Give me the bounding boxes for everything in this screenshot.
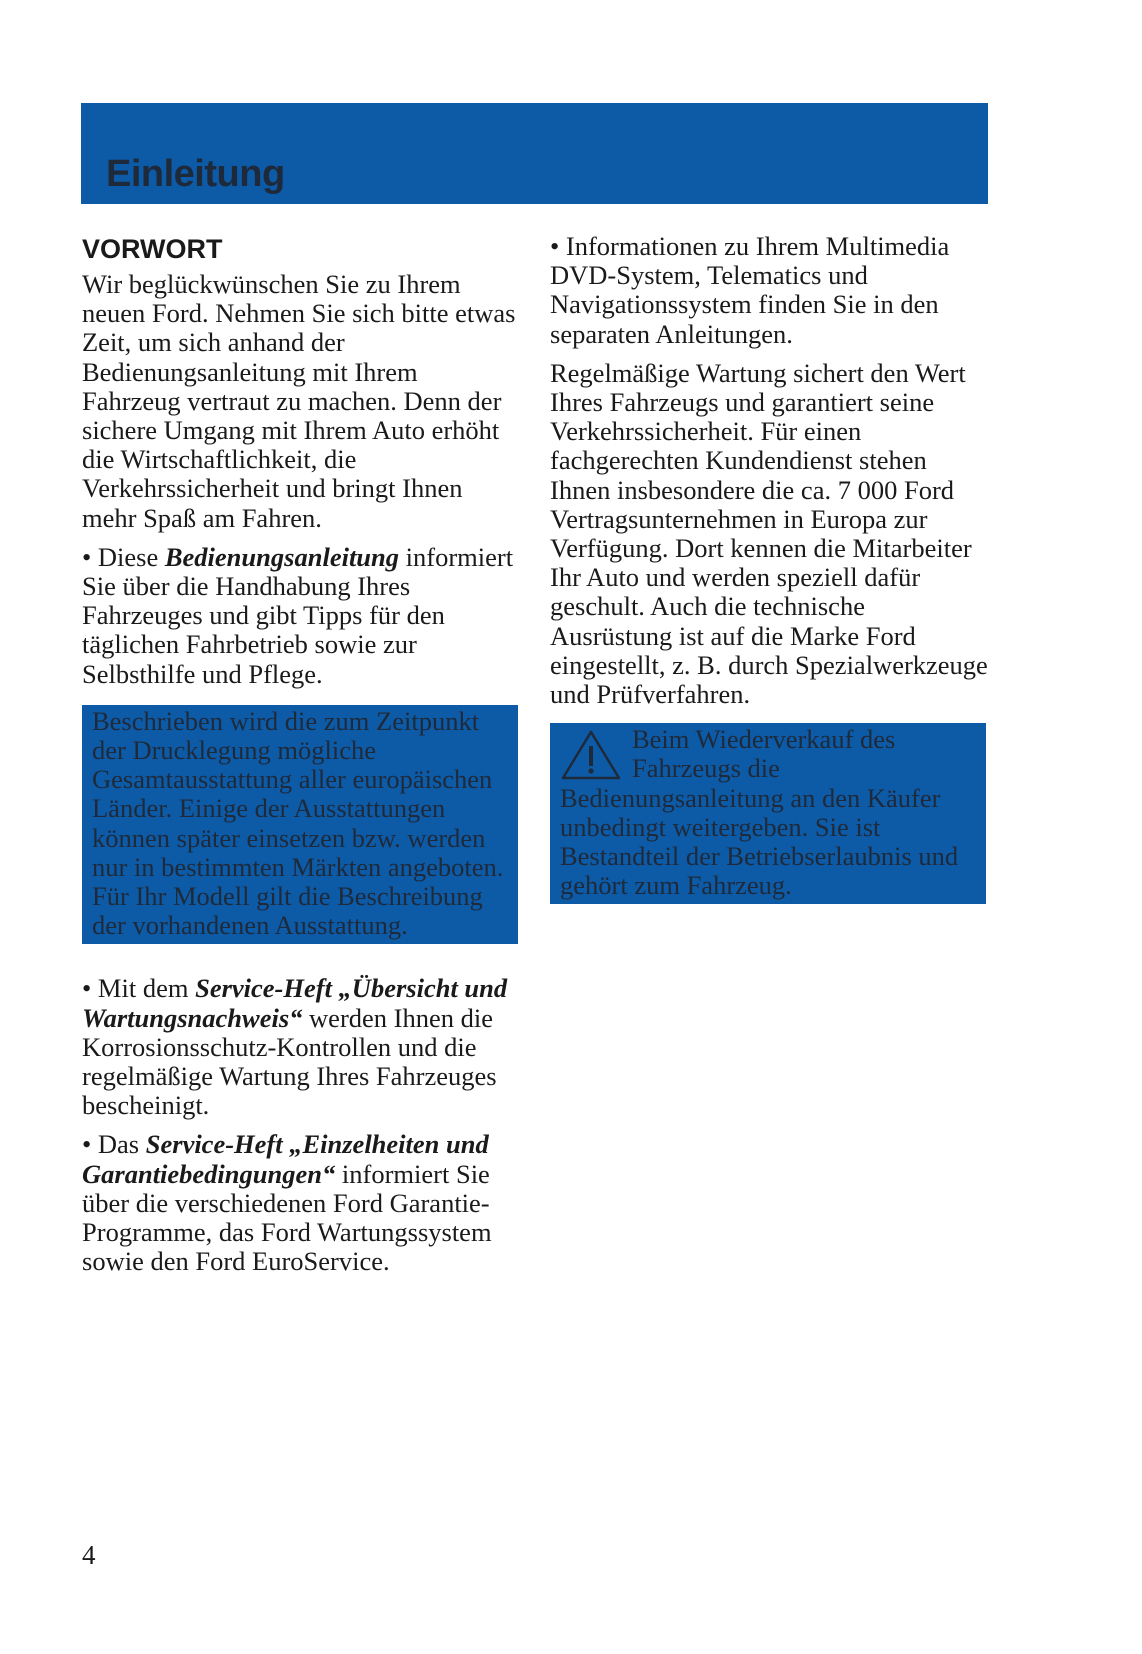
bullet-prefix: Diese <box>97 541 165 572</box>
bullet-emphasis: Service-Heft „Übersicht und Wartungsnachweis“ <box>82 973 508 1033</box>
warning-triangle-icon <box>560 729 622 781</box>
warning-box <box>550 723 986 904</box>
chapter-header <box>81 103 988 204</box>
page-number: 4 <box>82 1540 96 1570</box>
bullet-text: informiert Sie über die verschiedenen Ford Garantie-Programme, das Ford Wartungssystem sowie den Ford EuroService. <box>82 1158 492 1277</box>
bullet-service-heft-wartung <box>82 974 522 1120</box>
chapter-title: Einleitung <box>106 153 285 195</box>
bullet-prefix: Das <box>97 1129 146 1160</box>
bullet-emphasis: Service-Heft „Einzelheiten und Garantiebedingungen“ <box>82 1129 489 1189</box>
equipment-note-box: Beschrieben wird die zum Zeitpunkt der Drucklegung mögliche Gesamtausstattung aller europäischen Länder. Einige der Ausstattungen können später einsetzen bzw. werden nur in bestimmten Märkten angeboten. Für Ihr Modell gilt die Beschreibung der vorhandenen Ausstattung. <box>82 705 518 945</box>
intro-paragraph: Wir beglückwünschen Sie zu Ihrem neuen Ford. Nehmen Sie sich bitte etwas Zeit, um sich anhand der Bedienungsanleitung mit Ihrem Fahrzeug vertraut zu machen. Denn der sichere Umgang mit Ihrem Auto erhöht die Wirtschaftlichkeit, die Verkehrssicherheit und bringt Ihnen mehr Spaß am Fahren. <box>82 269 516 533</box>
bullet-service-heft-garantie <box>82 1130 522 1276</box>
maintenance-paragraph: Regelmäßige Wartung sichert den Wert Ihres Fahrzeugs und garantiert seine Verkehrssicherheit. Für einen fachgerechten Kundendienst stehen Ihnen insbesondere die ca. 7 000 Ford Vertragsunternehmen in Europa zur Verfügung. Dort kennen die Mitarbeiter Ihr Auto und werden speziell dafür geschult. Auch die technische Ausrüstung ist auf die Marke Ford eingestellt, z. B. durch Spezialwerkzeuge und Prüfverfahren. <box>550 357 988 710</box>
bullet-emphasis: Bedienungsanleitung <box>164 541 400 572</box>
section-title: VORWORT <box>82 234 223 264</box>
bullet-multimedia-info: • Informationen zu Ihrem Multimedia DVD-System, Telematics und Navigationssystem finden Sie in den separaten Anleitungen. <box>550 232 990 349</box>
bullet-prefix: Mit dem <box>97 973 196 1004</box>
bullet-bedienungsanleitung <box>82 543 522 689</box>
right-column <box>550 232 990 934</box>
left-column <box>82 232 522 1287</box>
warning-text: Beim Wiederverkauf des Fahrzeugs die Bedienungsanleitung an den Käufer unbedingt weitergeben. Sie ist Bestandteil der Betriebserlaubnis und gehört zum Fahrzeug. <box>560 724 959 901</box>
bullet-text: informiert Sie über die Handhabung Ihres Fahrzeuges und gibt Tipps für den täglichen Fahrbetrieb sowie zur Selbsthilfe und Pflege. <box>82 541 514 689</box>
bullet-text: werden Ihnen die Korrosionsschutz-Kontrollen und die regelmäßige Wartung Ihres Fahrzeuges bescheinigt. <box>82 1002 497 1121</box>
